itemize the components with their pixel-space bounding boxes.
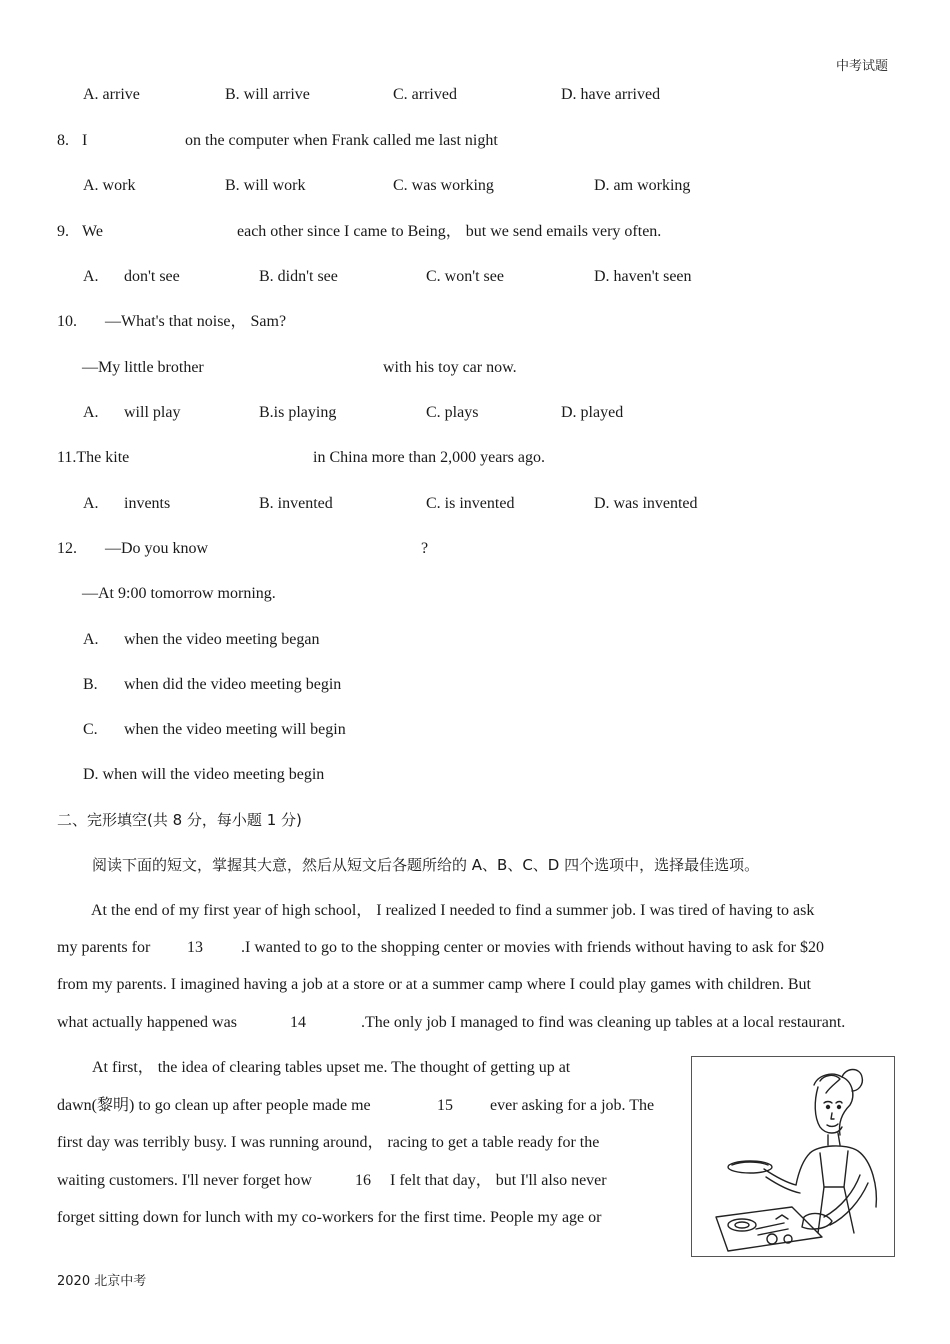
passage-line-post: .I wanted to go to the shopping center or movies with friends without having to ask for $20 — [241, 939, 825, 956]
q11-stem-post: in China more than 2,000 years ago. — [313, 449, 545, 466]
blank-number: 15 — [437, 1097, 453, 1114]
q9-number: 9. — [57, 223, 69, 240]
q11-option-a-letter: A. — [83, 495, 99, 512]
passage-line-pre: waiting customers. I'll never forget how — [57, 1172, 312, 1189]
q10-reply-post: with his toy car now. — [383, 359, 517, 376]
section-title: 二、完形填空(共 8 分，每小题 1 分) — [57, 811, 302, 829]
q12-stem: —Do you know — [105, 540, 209, 557]
blank-number: 13 — [187, 939, 203, 956]
q12-option-a-letter: A. — [83, 631, 99, 648]
q10-option-c: C. plays — [426, 404, 479, 421]
q8-option-b: B. will work — [225, 177, 306, 194]
q10-number: 10. — [57, 313, 77, 330]
section-instruction: 阅读下面的短文，掌握其大意，然后从短文后各题所给的 A、B、C、D 四个选项中，选择最佳选项。 — [92, 856, 760, 874]
q8-stem-pre: I — [82, 132, 88, 149]
q7-option-a: A. arrive — [83, 86, 140, 103]
q7-option-d: D. have arrived — [561, 86, 661, 103]
q9-option-b: B. didn't see — [259, 268, 338, 285]
q12-option-b: when did the video meeting begin — [124, 676, 342, 693]
q12-number: 12. — [57, 540, 77, 557]
q12-option-d: D. when will the video meeting begin — [83, 766, 325, 783]
waitress-illustration — [691, 1056, 895, 1257]
q11-stem-pre: 11.The kite — [57, 449, 130, 466]
passage-line: from my parents. I imagined having a job at a store or at a summer camp where I could play games with children. But — [57, 976, 811, 993]
q10-option-b: B.is playing — [259, 404, 337, 421]
footer-label: 2020 北京中考 — [57, 1274, 147, 1289]
passage-line: At the end of my first year of high school， I realized I needed to find a summer job. I was tired of having to ask — [91, 902, 815, 919]
passage-line-post: I felt that day， but I'll also never — [390, 1172, 607, 1189]
q9-stem-pre: We — [82, 223, 103, 240]
passage-line-post: .The only job I managed to find was cleaning up tables at a local restaurant. — [361, 1014, 846, 1031]
blank-number: 16 — [355, 1172, 371, 1189]
q11-option-c: C. is invented — [426, 495, 515, 512]
q8-option-c: C. was working — [393, 177, 494, 194]
passage-line: At first， the idea of clearing tables upset me. The thought of getting up at — [92, 1059, 571, 1076]
q10-option-d: D. played — [561, 404, 624, 421]
passage-line-pre: what actually happened was — [57, 1014, 237, 1031]
q10-option-a: will play — [124, 404, 181, 421]
passage-line-pre: my parents for — [57, 939, 151, 956]
q12-option-b-letter: B. — [83, 676, 98, 693]
passage-line: forget sitting down for lunch with my co-workers for the first time. People my age or — [57, 1209, 602, 1226]
blank-number: 14 — [290, 1014, 306, 1031]
passage-line-pre: dawn(黎明) to go clean up after people made me — [57, 1097, 371, 1114]
q8-number: 8. — [57, 132, 69, 149]
q8-stem-post: on the computer when Frank called me last night — [185, 132, 498, 149]
q12-option-a: when the video meeting began — [124, 631, 320, 648]
q11-option-d: D. was invented — [594, 495, 698, 512]
q7-option-b: B. will arrive — [225, 86, 310, 103]
q10-reply-pre: —My little brother — [82, 359, 204, 376]
q9-option-a: don't see — [124, 268, 180, 285]
q12-option-c: when the video meeting will begin — [124, 721, 346, 738]
q12-reply: —At 9:00 tomorrow morning. — [82, 585, 276, 602]
passage-line-post: ever asking for a job. The — [490, 1097, 655, 1114]
q11-option-a: invents — [124, 495, 171, 512]
passage-line: first day was terribly busy. I was running around， racing to get a table ready for the — [57, 1134, 600, 1151]
q12-question-mark: ? — [421, 540, 429, 557]
q9-option-d: D. haven't seen — [594, 268, 692, 285]
q8-option-a: A. work — [83, 177, 136, 194]
q7-option-c: C. arrived — [393, 86, 457, 103]
q12-option-c-letter: C. — [83, 721, 98, 738]
q9-option-a-letter: A. — [83, 268, 99, 285]
q11-option-b: B. invented — [259, 495, 333, 512]
q10-stem: —What's that noise， Sam? — [105, 313, 287, 330]
q9-stem-post: each other since I came to Being， but we send emails very often. — [237, 223, 662, 240]
q10-option-a-letter: A. — [83, 404, 99, 421]
header-label: 中考试题 — [836, 59, 889, 74]
q8-option-d: D. am working — [594, 177, 691, 194]
q9-option-c: C. won't see — [426, 268, 504, 285]
